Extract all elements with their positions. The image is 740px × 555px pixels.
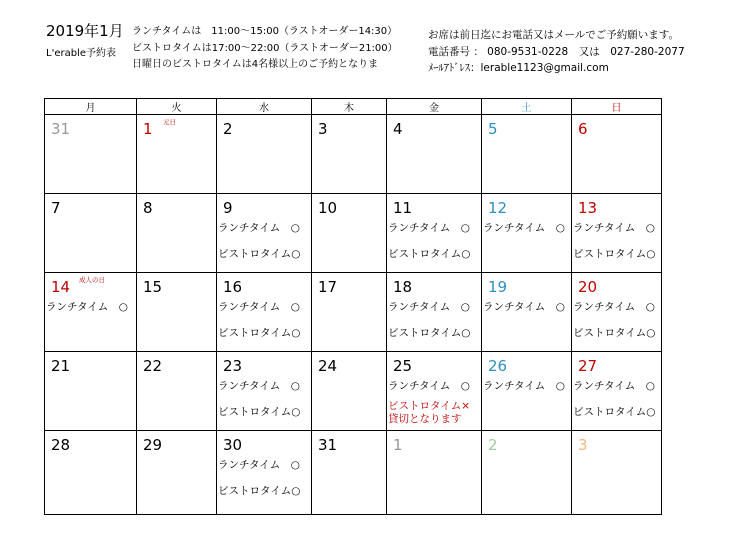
day-cell <box>572 273 662 352</box>
day-number: 18 <box>393 278 413 296</box>
reservation-note: お席は前日迄にお電話又はメールでご予約願います。 <box>428 29 679 41</box>
day-cell <box>45 352 137 431</box>
bistro-slot: ビストロタイム○ <box>218 248 301 260</box>
day-cell <box>217 194 312 273</box>
day-number: 15 <box>143 278 163 296</box>
day-cell <box>137 273 217 352</box>
page-title: 2019年1月 <box>46 22 124 40</box>
day-cell <box>312 273 387 352</box>
day-number: 20 <box>578 278 598 296</box>
lunch-slot: ランチタイム ○ <box>483 301 565 313</box>
holiday-label: 成人の日 <box>79 276 105 284</box>
weekday-header <box>45 99 662 115</box>
bistro-slot: ビストロタイム○ <box>388 248 471 260</box>
bistro-hours: ビストロタイムは17:00～22:00（ラストオーダー21:00） <box>132 42 398 54</box>
lunch-slot: ランチタイム ○ <box>388 301 470 313</box>
day-number: 28 <box>51 436 71 454</box>
week-row <box>45 115 662 194</box>
holiday-label: 元日 <box>163 118 176 126</box>
day-cell <box>387 115 482 194</box>
day-cell <box>387 194 482 273</box>
weekday-fri: 金 <box>387 99 482 115</box>
day-number: 29 <box>143 436 163 454</box>
week-row <box>45 194 662 273</box>
day-number: 25 <box>393 357 413 375</box>
week-row <box>45 431 662 515</box>
day-number: 31 <box>318 436 338 454</box>
day-cell <box>387 273 482 352</box>
bistro-slot: ビストロタイム○ <box>218 327 301 339</box>
day-number: 4 <box>393 120 403 138</box>
lunch-slot: ランチタイム ○ <box>388 380 470 392</box>
day-cell <box>45 431 137 515</box>
day-number: 2 <box>488 436 498 454</box>
bistro-slot: ビストロタイム○ <box>573 327 656 339</box>
day-number: 6 <box>578 120 588 138</box>
day-cell <box>482 115 572 194</box>
weekday-tue: 火 <box>137 99 217 115</box>
week-row <box>45 352 662 431</box>
day-number: 23 <box>223 357 243 375</box>
day-cell <box>312 431 387 515</box>
weekday-thu: 木 <box>312 99 387 115</box>
reservation-calendar <box>44 98 662 515</box>
day-cell <box>572 194 662 273</box>
day-cell <box>137 352 217 431</box>
day-number: 10 <box>318 199 338 217</box>
lunch-slot: ランチタイム ○ <box>388 222 470 234</box>
day-number: 9 <box>223 199 233 217</box>
weekday-mon: 月 <box>45 99 137 115</box>
day-number: 31 <box>51 120 71 138</box>
bistro-slot: ビストロタイム○ <box>218 485 301 497</box>
day-number: 8 <box>143 199 153 217</box>
contact-info <box>428 27 685 77</box>
day-cell <box>482 352 572 431</box>
phone-numbers: 電話番号 ： 080-9531-0228 又は 027-280-2077 <box>428 45 685 58</box>
day-cell <box>482 273 572 352</box>
day-cell <box>312 352 387 431</box>
bistro-slot: ビストロタイム○ <box>388 327 471 339</box>
day-number: 3 <box>318 120 328 138</box>
day-number: 1 <box>393 436 403 454</box>
day-number: 17 <box>318 278 338 296</box>
weekday-wed: 水 <box>217 99 312 115</box>
restaurant-name: L'erable予約表 <box>46 48 116 59</box>
lunch-slot: ランチタイム ○ <box>573 380 655 392</box>
lunch-slot: ランチタイム ○ <box>483 380 565 392</box>
day-cell <box>217 115 312 194</box>
day-number: 2 <box>223 120 233 138</box>
day-cell <box>137 431 217 515</box>
day-number: 12 <box>488 199 508 217</box>
private-booking: 貸切となります <box>388 413 462 425</box>
bistro-slot: ビストロタイム○ <box>573 248 656 260</box>
day-cell <box>482 431 572 515</box>
day-number: 7 <box>51 199 61 217</box>
day-cell <box>572 431 662 515</box>
day-number: 14 <box>51 278 71 296</box>
day-number: 24 <box>318 357 338 375</box>
day-number: 26 <box>488 357 508 375</box>
bistro-slot: ビストロタイム○ <box>573 406 656 418</box>
day-cell <box>45 273 137 352</box>
day-cell <box>482 194 572 273</box>
day-number: 5 <box>488 120 498 138</box>
day-number: 19 <box>488 278 508 296</box>
day-cell <box>45 194 137 273</box>
day-cell <box>217 273 312 352</box>
day-number: 16 <box>223 278 243 296</box>
lunch-slot: ランチタイム ○ <box>218 380 300 392</box>
lunch-slot: ランチタイム ○ <box>218 301 300 313</box>
day-number: 30 <box>223 436 243 454</box>
day-cell <box>217 352 312 431</box>
day-number: 1 <box>143 120 153 138</box>
day-number: 27 <box>578 357 598 375</box>
email-address: ﾒｰﾙｱﾄﾞﾚｽ：lerable1123@gmail.com <box>428 62 609 74</box>
bistro-closed: ビストロタイム× <box>388 400 471 412</box>
day-cell <box>217 431 312 515</box>
day-number: 11 <box>393 199 413 217</box>
day-cell <box>137 115 217 194</box>
day-cell <box>312 194 387 273</box>
lunch-slot: ランチタイム ○ <box>573 301 655 313</box>
day-cell <box>45 115 137 194</box>
day-number: 21 <box>51 357 71 375</box>
day-cell <box>137 194 217 273</box>
lunch-slot: ランチタイム ○ <box>483 222 565 234</box>
day-number: 3 <box>578 436 588 454</box>
weekday-sun: 日 <box>572 99 662 115</box>
business-hours <box>132 24 398 74</box>
day-cell <box>572 352 662 431</box>
bistro-reserved-note <box>388 400 470 426</box>
day-cell <box>312 115 387 194</box>
sunday-note: 日曜日のビストロタイムは4名様以上のご予約となりま <box>132 59 379 70</box>
day-cell <box>387 352 482 431</box>
lunch-slot: ランチタイム ○ <box>573 222 655 234</box>
week-row <box>45 273 662 352</box>
day-number: 22 <box>143 357 163 375</box>
day-cell <box>572 115 662 194</box>
day-cell <box>387 431 482 515</box>
day-number: 13 <box>578 199 598 217</box>
weekday-sat: 土 <box>482 99 572 115</box>
bistro-slot: ビストロタイム○ <box>218 406 301 418</box>
lunch-slot: ランチタイム ○ <box>218 222 300 234</box>
lunch-hours: ランチタイムは 11:00～15:00（ラストオーダー14:30） <box>132 26 398 37</box>
lunch-slot: ランチタイム ○ <box>46 301 128 313</box>
lunch-slot: ランチタイム ○ <box>218 459 300 471</box>
